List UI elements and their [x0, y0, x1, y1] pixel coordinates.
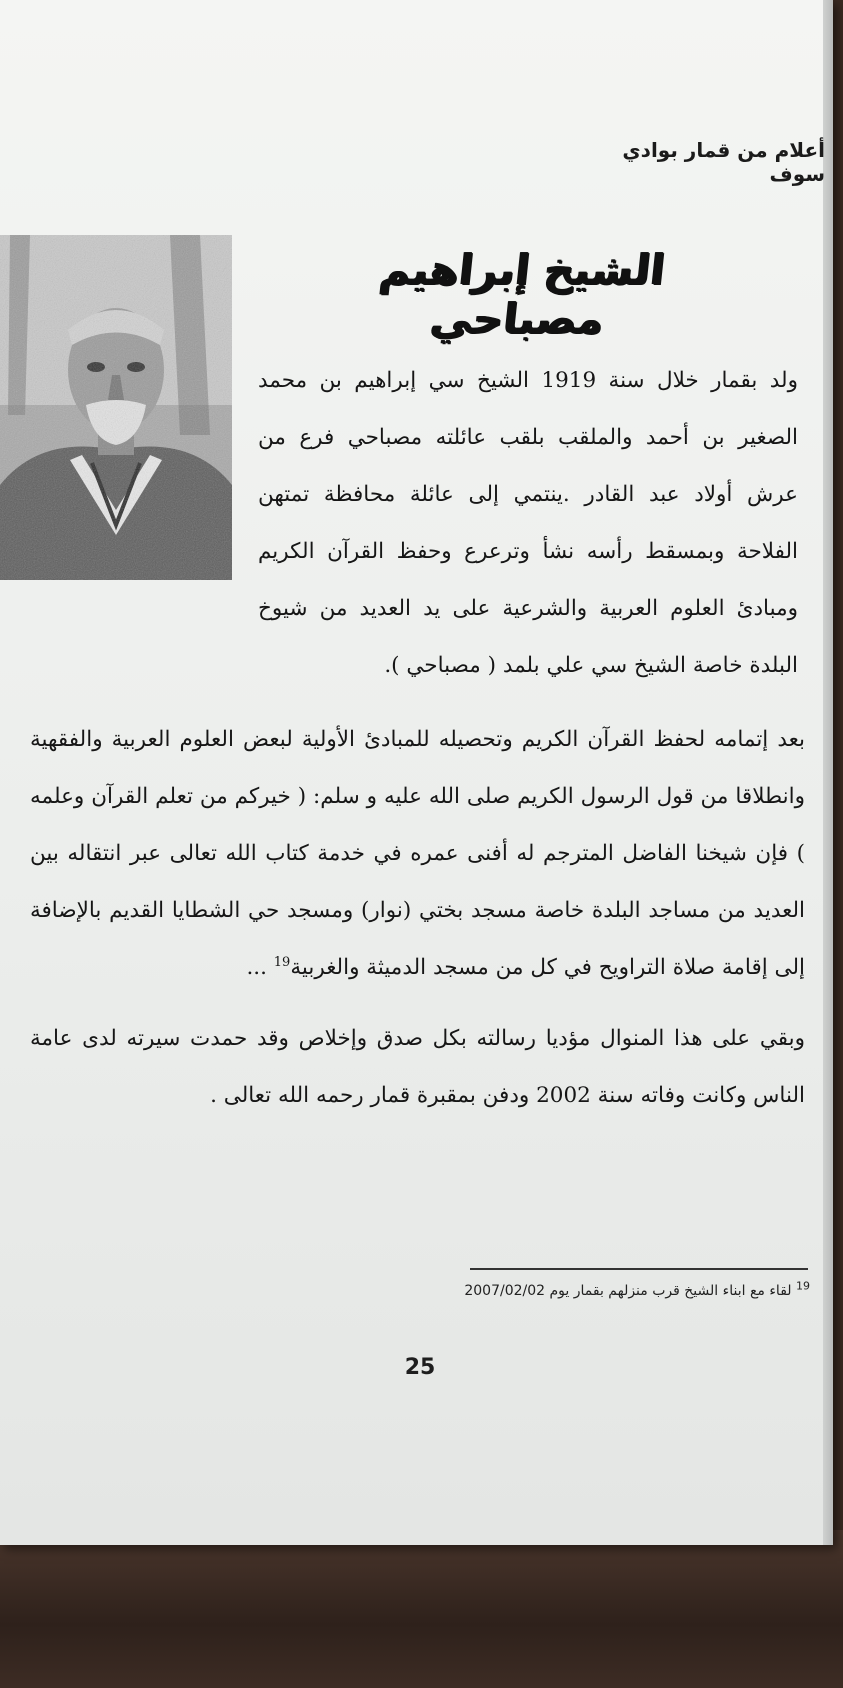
footnote-number: 19 — [796, 1279, 810, 1293]
portrait-photo — [0, 235, 232, 580]
page-edge — [823, 0, 833, 1545]
paragraph-career — [30, 711, 805, 996]
footnote-text: لقاء مع ابناء الشيخ قرب منزلهم بقمار يوم 2007/02/02 — [464, 1283, 792, 1299]
running-header: أعلام من قمار بوادي سوف — [622, 138, 825, 186]
paragraph-death: وبقي على هذا المنوال مؤديا رسالته بكل صدق وإخلاص وقد حمدت سيرته لدى عامة الناس وكانت وفاته سنة 2002 ودفن بمقبرة قمار رحمه الله تعالى . — [30, 1026, 805, 1108]
footnote-reference[interactable]: 19 — [273, 954, 291, 970]
paragraph-career-ellipsis: ... — [246, 955, 274, 980]
footnote-divider — [470, 1268, 808, 1270]
table-surface — [0, 1530, 843, 1688]
paragraph-career-text: بعد إتمامه لحفظ القرآن الكريم وتحصيله للمبادئ الأولية لبعض العلوم العربية والفقهية وانطلاقا من قول الرسول الكريم صلى الله عليه و سلم: ( خيركم من تعلم القرآن وعلمه ) فإن شيخنا الفاضل المترجم له أفنى عمره في خدمة كتاب الله تعالى عبر انتقاله بين العديد من مساجد البلدة خاصة مسجد بختي (نوار) ومسجد حي الشطايا القديم بالإضافة إلى إقامة صلاة التراويح في كل من مسجد الدميثة والغربية — [30, 727, 805, 980]
article-title: الشيخ إبراهيم مصباحي — [377, 245, 668, 343]
page-number: 25 — [404, 1355, 436, 1380]
paragraph-birth: ولد بقمار خلال سنة 1919 الشيخ سي إبراهيم بن محمد الصغير بن أحمد والملقب بلقب عائلته مصباحي فرع من عرش أولاد عبد القادر .ينتمي إلى عائلة محافظة تمتهن الفلاحة وبمسقط رأسه نشأ وترعرع وحفظ القرآن الكريم ومبادئ العلوم العربية والشرعية على يد العديد من شيوخ البلدة خاصة الشيخ سي علي بلمد ( مصباحي ). — [258, 368, 798, 678]
footnote — [380, 1279, 810, 1299]
